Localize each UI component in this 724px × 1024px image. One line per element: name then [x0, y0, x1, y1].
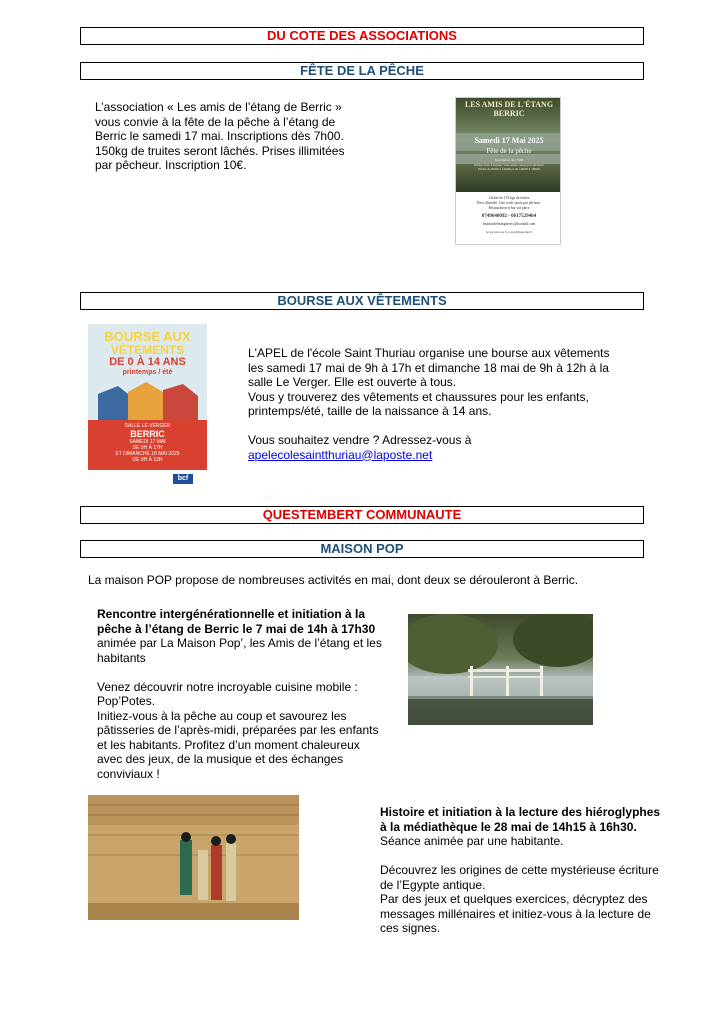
poster-bourse-hours1: DE 9H À 17H	[132, 445, 163, 451]
poster-bourse-date2: ET DIMANCHE 18 MAI 2025	[115, 451, 180, 457]
maison-pop-intro: La maison POP propose de nombreuses activités en mai, dont deux se dérouleront à Berric.	[88, 573, 579, 587]
bourse-poster	[88, 324, 207, 490]
pond-fence-image	[408, 614, 593, 725]
event-hieroglyphes-para3: Par des jeux et quelques exercices, décryptez des messages millénaires et initiez-vous à la lecture de ces signes.	[380, 892, 651, 935]
event-hieroglyphes-title: Histoire et initiation à la lecture des hiéroglyphes à la médiathèque le 28 mai de 14h15 à 16h30.	[380, 805, 661, 834]
event-peche-text	[97, 607, 387, 781]
event-peche-subtitle: animée par La Maison Pop’, les Amis de l’étang et les habitants	[97, 636, 382, 665]
bourse-para2: Vous y trouverez des vêtements et chaussures pour les enfants, printemps/été, taille de la naissance à 14 ans.	[248, 389, 589, 418]
poster-line4: Lâcher de 150 kgs de truites	[488, 196, 530, 200]
event-hieroglyphes-subtitle: Séance animée par une habitante.	[380, 834, 564, 848]
poster-top-title: LES AMIS DE L'ÉTANG BERRIC	[464, 100, 554, 118]
poster-bourse-title2: VÊTEMENTS	[110, 343, 185, 357]
poster-footer: ne pas jeter sur la voie publique merci	[486, 230, 532, 234]
poster-phone: 0749640092 - 0617529464	[481, 214, 537, 219]
subsection-title-bourse: BOURSE AUX VÊTEMENTS	[80, 292, 644, 310]
poster-bourse-ages: DE 0 À 14 ANS	[109, 356, 186, 368]
poster-bourse-logo: bcf	[177, 475, 189, 482]
poster-name: Fête de la pêche	[486, 147, 532, 155]
bourse-email-link[interactable]: apelecolesaintthuriau@laposte.net	[248, 447, 433, 462]
section-header-communaute: QUESTEMBERT COMMUNAUTE	[80, 506, 644, 524]
egyptian-papyrus-illustration	[88, 795, 299, 920]
poster-bourse-season: printemps / été	[122, 369, 173, 376]
event-hieroglyphes-para2: Découvrez les origines de cette mystérieuse écriture de l’Egypte antique.	[380, 863, 659, 892]
poster-line2: Pêche avec 2 lignes / une seule canne par pêcheur	[474, 162, 544, 167]
poster-bourse-town: BERRIC	[130, 429, 165, 439]
bourse-text	[248, 346, 628, 462]
event-peche-title: Rencontre intergénérationnelle et initiation à la pêche à l’étang de Berric le 7 mai de 14h à 17h30	[97, 607, 376, 636]
poster-date: Samedi 17 Mai 2025	[474, 136, 544, 145]
fete-peche-poster	[455, 97, 561, 245]
hieroglyph-papyrus-image	[88, 795, 299, 920]
event-peche-para3: Initiez-vous à la pêche au coup et savourez les pâtisseries de l’après-midi, préparées par les enfants et les habitants. Profitez d’un moment chaleureux avec des jeux, de la musique et des échanges conviviaux !	[97, 708, 379, 781]
pond-photo	[408, 614, 593, 725]
poster-bourse-venue: SALLE LE VERGER	[124, 423, 171, 429]
subsection-title-maison-pop: MAISON POP	[80, 540, 644, 558]
event-peche-para2: Venez découvrir notre incroyable cuisine mobile : Pop’Potes.	[97, 679, 358, 708]
poster-bourse-title1: BOURSE AUX	[104, 329, 191, 344]
poster-line6: Restauration et bar sur place	[488, 206, 530, 210]
poster-line5: Prise illimitée. Une seule canne par pêcheur.	[477, 201, 541, 205]
poster-line1: Inscription dès 7h00	[494, 158, 524, 162]
poster-line3: Pêche de 8h00 à 12h00 et de 14h00 à 18h00	[478, 167, 540, 171]
bourse-para3: Vous souhaitez vendre ? Adressez-vous à	[248, 433, 472, 447]
event-hieroglyphes-text	[380, 805, 670, 936]
subsection-title-fete-peche: FÊTE DE LA PÊCHE	[80, 62, 644, 80]
poster-bourse-hours2: DE 9H À 12H	[132, 457, 163, 463]
bourse-para1: L'APEL de l'école Saint Thuriau organise une bourse aux vêtements les samedi 17 mai de 9h à 17h et dimanche 18 mai de 9h à 12h à la salle Le Verger. Elle est ouverte à tous.	[248, 346, 610, 389]
section-header-associations: DU COTE DES ASSOCIATIONS	[80, 27, 644, 45]
fete-peche-text: L’association « Les amis de l’étang de Berric » vous convie à la fête de la pêche à l’étang de Berric le samedi 17 mai. Inscriptions dès 7h00. 150kg de truites seront lâchés. Prises illimitées par pêcheur. Inscription 10€.	[95, 100, 345, 172]
poster-bourse-date1: SAMEDI 17 MAI	[129, 439, 166, 445]
poster-email: lesamisdeletangberric@hotmail.com	[482, 222, 536, 226]
